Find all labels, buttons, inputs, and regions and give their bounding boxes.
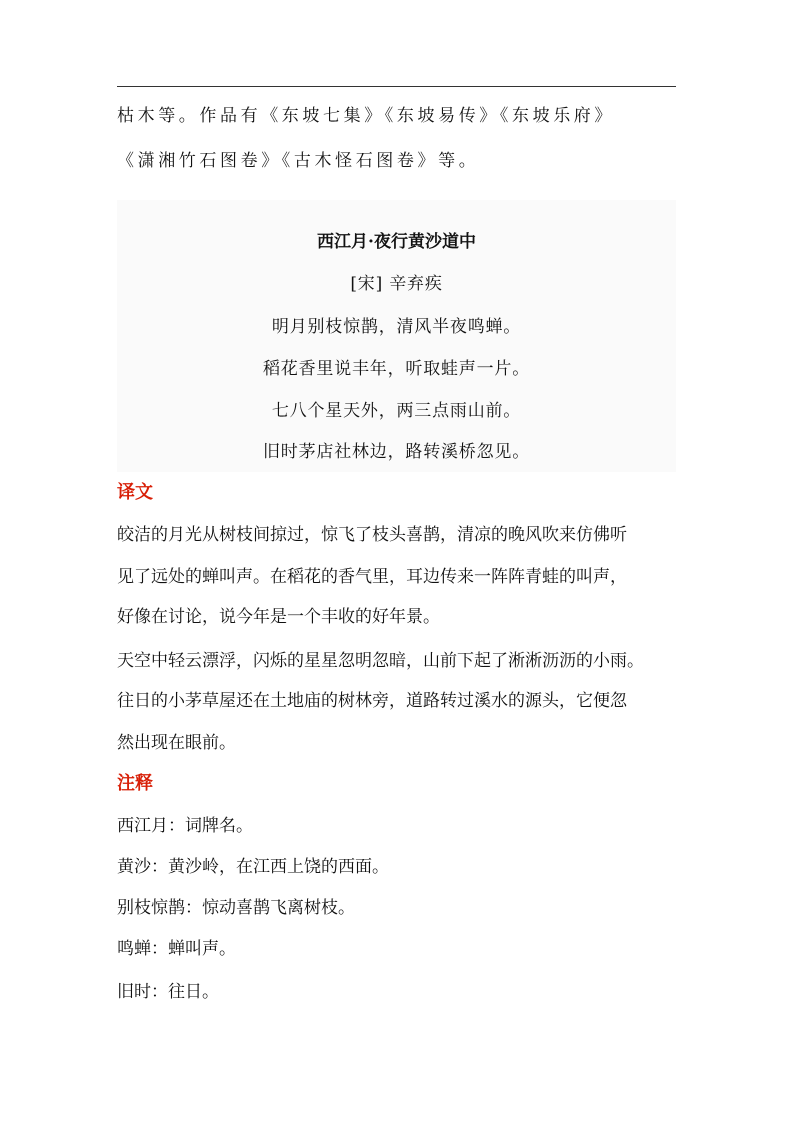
notes-heading: 注释 — [117, 773, 153, 794]
note-item: 西江月：词牌名。 — [117, 816, 253, 836]
poem-title: 西江月·夜行黄沙道中 — [317, 232, 476, 252]
note-item: 鸣蝉：蝉叫声。 — [117, 939, 236, 959]
note-item: 黄沙：黄沙岭，在江西上饶的西面。 — [117, 857, 389, 877]
header-rule — [117, 86, 676, 87]
poem-line: 旧时茅店社林边，路转溪桥忽见。 — [263, 442, 530, 462]
translation-line: 往日的小茅草屋还在土地庙的树林旁，道路转过溪水的源头，它便忽 — [117, 691, 627, 711]
poem-author: [宋] 辛弃疾 — [350, 274, 443, 294]
translation-heading: 译文 — [117, 482, 153, 503]
poem-line: 明月别枝惊鹊，清风半夜鸣蝉。 — [271, 317, 522, 337]
note-item: 旧时：往日。 — [117, 982, 219, 1002]
intro-line-1: 枯木等。作品有《东坡七集》《东坡易传》《东坡乐府》 — [117, 106, 615, 126]
intro-line-2: 《潇湘竹石图卷》《古木怪石图卷》等。 — [117, 151, 480, 171]
note-item: 别枝惊鹊：惊动喜鹊飞离树枝。 — [117, 898, 355, 918]
poem-line: 稻花香里说丰年，听取蛙声一片。 — [263, 359, 530, 379]
translation-line: 好像在讨论，说今年是一个丰收的好年景。 — [117, 607, 440, 627]
translation-line: 见了远处的蝉叫声。在稻花的香气里，耳边传来一阵阵青蛙的叫声， — [117, 567, 627, 587]
poem-line: 七八个星天外，两三点雨山前。 — [271, 401, 522, 421]
translation-line: 天空中轻云漂浮，闪烁的星星忽明忽暗，山前下起了淅淅沥沥的小雨。 — [117, 651, 644, 671]
translation-line: 然出现在眼前。 — [117, 733, 236, 753]
translation-line: 皎洁的月光从树枝间掠过，惊飞了枝头喜鹊，清凉的晚风吹来仿佛听 — [117, 525, 627, 545]
